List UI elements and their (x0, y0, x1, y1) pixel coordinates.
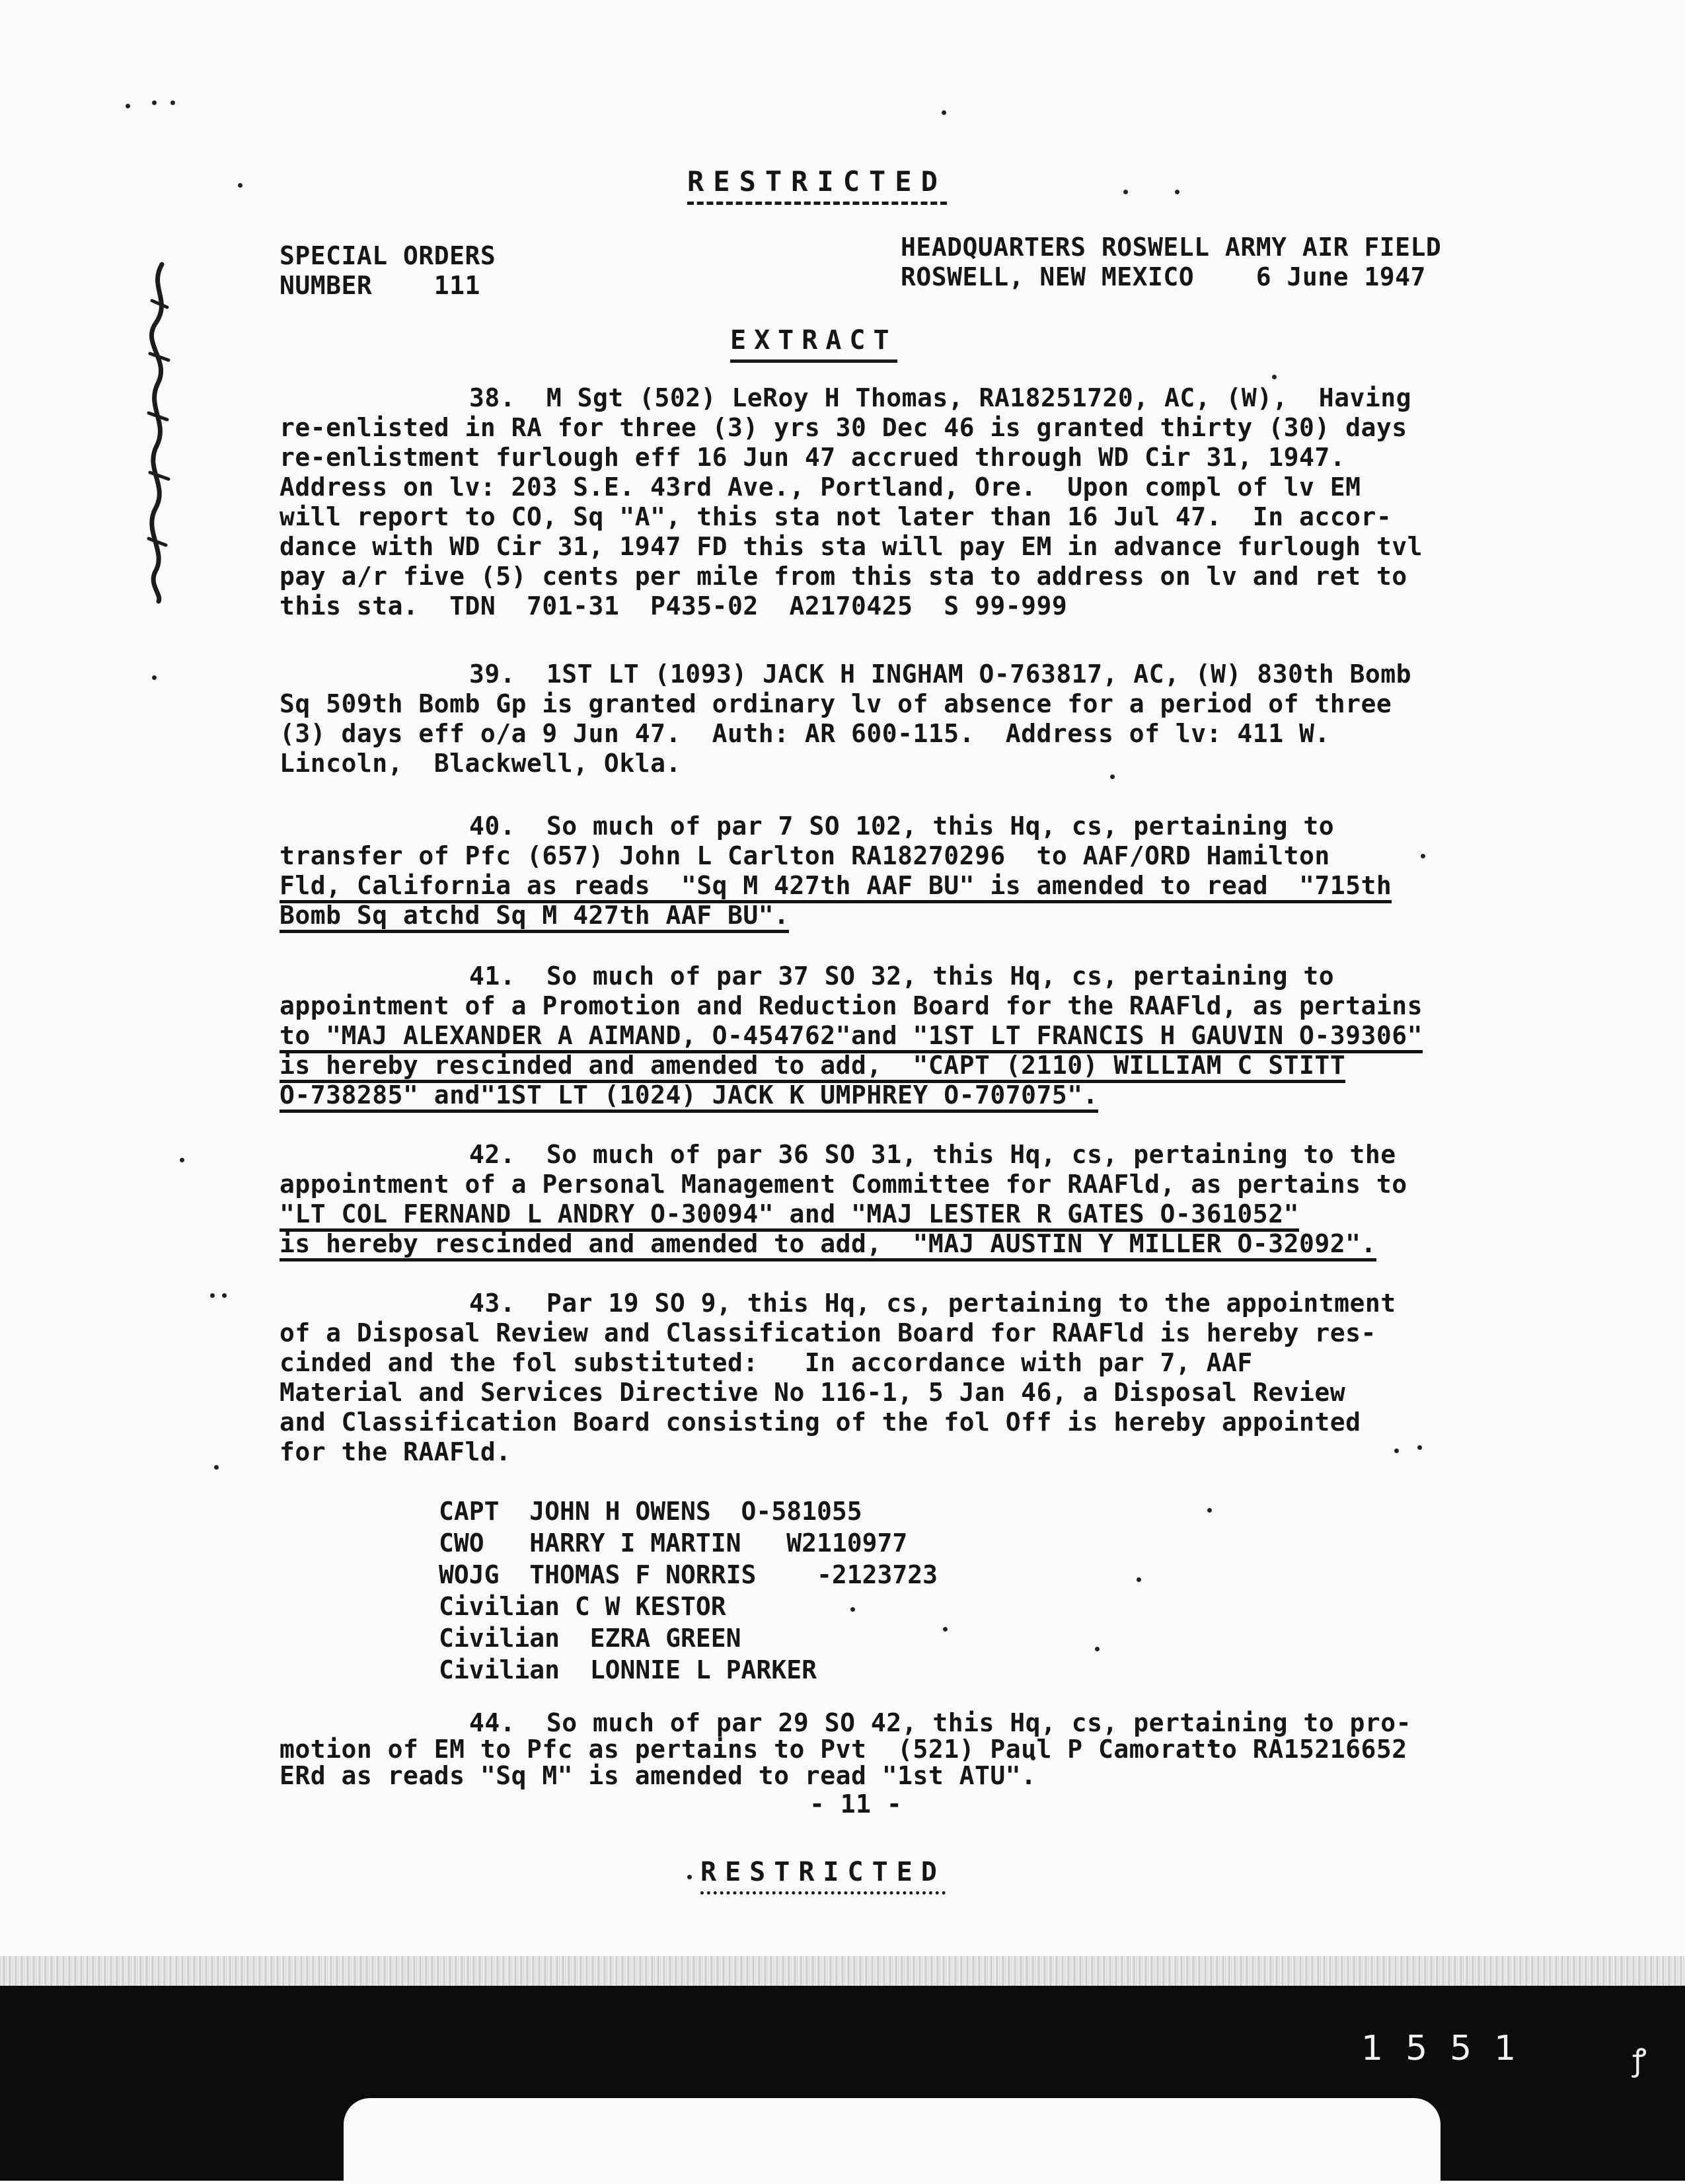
p43-line-1: 43. Par 19 SO 9, this Hq, cs, pertaining to the appointment (469, 1289, 1396, 1318)
p43-line-2: of a Disposal Review and Classification Board for RAAFld is hereby res- (280, 1318, 1376, 1347)
speck (1123, 190, 1128, 194)
p38-line-8: this sta. TDN 701-31 P435-02 A2170425 S 99-999 (280, 591, 1068, 621)
header-left-line-2: NUMBER 111 (280, 271, 480, 300)
p44-line-2: motion of EM to Pfc as pertains to Pvt (521) Paul P Camoratto RA15216652 (280, 1735, 1407, 1764)
p39-line-4: Lincoln, Blackwell, Okla. (280, 749, 681, 778)
p42-line-1: 42. So much of par 36 SO 31, this Hq, cs, pertaining to the (469, 1140, 1396, 1169)
p40-line-1: 40. So much of par 7 SO 102, this Hq, cs, pertaining to (469, 811, 1335, 841)
speck (1272, 375, 1277, 379)
speck (180, 1158, 184, 1162)
speck (1421, 854, 1425, 858)
speck (222, 1293, 227, 1298)
speck (1417, 1445, 1422, 1450)
speck (942, 110, 946, 115)
p40-line-4: Bomb Sq atchd Sq M 427th AAF BU". (280, 901, 789, 933)
p38-line-7: pay a/r five (5) cents per mile from this sta to address on lv and ret to (280, 562, 1407, 591)
roster-line-1: CAPT JOHN H OWENS O-581055 (439, 1497, 862, 1526)
p44-line-3: ERd as reads "Sq M" is amended to read "1st ATU". (280, 1761, 1037, 1790)
header-right-line-2: ROSWELL, NEW MEXICO 6 June 1947 (901, 262, 1426, 291)
p40-line-3: Fld, California as reads "Sq M 427th AAF BU" is amended to read "715th (280, 871, 1392, 903)
p38-line-6: dance with WD Cir 31, 1947 FD this sta will pay EM in advance furlough tvl (280, 532, 1423, 561)
roster-line-2: CWO HARRY I MARTIN W2110977 (439, 1528, 908, 1558)
roster-line-5: Civilian EZRA GREEN (439, 1624, 741, 1653)
p42-line-3: "LT COL FERNAND L ANDRY O-30094" and "MAJ LESTER R GATES O-361052" (280, 1199, 1299, 1232)
archive-number: 1551 (1361, 2029, 1539, 2068)
extract-heading: EXTRACT (730, 325, 897, 356)
p41-line-4: is hereby rescinded and amended to add, "CAPT (2110) WILLIAM C STITT (280, 1051, 1345, 1083)
speck (1137, 1577, 1141, 1582)
p38-line-2: re-enlisted in RA for three (3) yrs 30 Dec 46 is granted thirty (30) days (280, 413, 1407, 442)
p38-line-1: 38. M Sgt (502) LeRoy H Thomas, RA18251720, AC, (W), Having (469, 383, 1412, 412)
scan-edge-band (0, 1986, 1685, 2181)
speck (687, 1875, 692, 1879)
p41-line-5: O-738285" and"1ST LT (1024) JACK K UMPHREY O-707075". (280, 1080, 1098, 1113)
roster-line-6: Civilian LONNIE L PARKER (439, 1655, 817, 1684)
speck (1207, 1508, 1212, 1513)
speck (210, 1293, 215, 1298)
handwritten-margin-note (135, 261, 182, 605)
p43-line-3: cinded and the fol substituted: In accordance with par 7, AAF (280, 1348, 1253, 1377)
header-left-line-1: SPECIAL ORDERS (280, 241, 496, 270)
p41-line-3: to "MAJ ALEXANDER A AIMAND, O-454762"and "1ST LT FRANCIS H GAUVIN O-39306" (280, 1021, 1423, 1053)
page-number: - 11 - (809, 1789, 903, 1819)
p39-line-3: (3) days eff o/a 9 Jun 47. Auth: AR 600-115. Address of lv: 411 W. (280, 719, 1330, 748)
speck (152, 100, 157, 105)
p42-line-4: is hereby rescinded and amended to add, "MAJ AUSTIN Y MILLER O-32092". (280, 1229, 1376, 1261)
speck (943, 1627, 948, 1632)
p43-line-4: Material and Services Directive No 116-1, 5 Jan 46, a Disposal Review (280, 1378, 1346, 1407)
roster-line-3: WOJG THOMAS F NORRIS -2123723 (439, 1560, 938, 1589)
p42-line-2: appointment of a Personal Management Committee for RAAFld, as pertains to (280, 1170, 1407, 1199)
p41-line-1: 41. So much of par 37 SO 32, this Hq, cs, pertaining to (469, 961, 1335, 991)
scan-edge-gap (344, 2098, 1441, 2184)
classification-top: RESTRICTED (687, 165, 947, 198)
p38-line-5: will report to CO, Sq "A", this sta not later than 16 Jul 47. In accor- (280, 502, 1392, 531)
header-right-line-1: HEADQUARTERS ROSWELL ARMY AIR FIELD (901, 233, 1442, 262)
p44-line-1: 44. So much of par 29 SO 42, this Hq, cs, pertaining to pro- (469, 1708, 1412, 1737)
roster-line-4: Civilian C W KESTOR (439, 1592, 726, 1621)
p38-line-4: Address on lv: 203 S.E. 43rd Ave., Portland, Ore. Upon compl of lv EM (280, 472, 1361, 502)
speck (850, 1607, 855, 1612)
speck (1175, 190, 1180, 194)
speck (170, 100, 175, 105)
p41-line-2: appointment of a Promotion and Reduction Board for the RAAFld, as pertains (280, 991, 1423, 1020)
p39-line-2: Sq 509th Bomb Gp is granted ordinary lv of absence for a period of three (280, 689, 1392, 718)
p40-line-2: transfer of Pfc (657) John L Carlton RA18270296 to AAF/ORD Hamilton (280, 841, 1330, 870)
speck (1095, 1647, 1100, 1651)
speck (126, 104, 130, 108)
speck (1110, 774, 1115, 779)
speck (152, 675, 157, 680)
classification-bottom: RESTRICTED (700, 1857, 946, 1887)
archive-mark: ꝭ (1632, 2042, 1647, 2078)
speck (238, 183, 243, 188)
speck (214, 1465, 219, 1470)
p43-line-6: for the RAAFld. (280, 1437, 511, 1466)
p43-line-5: and Classification Board consisting of the fol Off is hereby appointed (280, 1408, 1361, 1437)
speck (1394, 1449, 1399, 1453)
p39-line-1: 39. 1ST LT (1093) JACK H INGHAM O-763817, AC, (W) 830th Bomb (469, 659, 1412, 689)
p38-line-3: re-enlistment furlough eff 16 Jun 47 accrued through WD Cir 31, 1947. (280, 443, 1346, 472)
